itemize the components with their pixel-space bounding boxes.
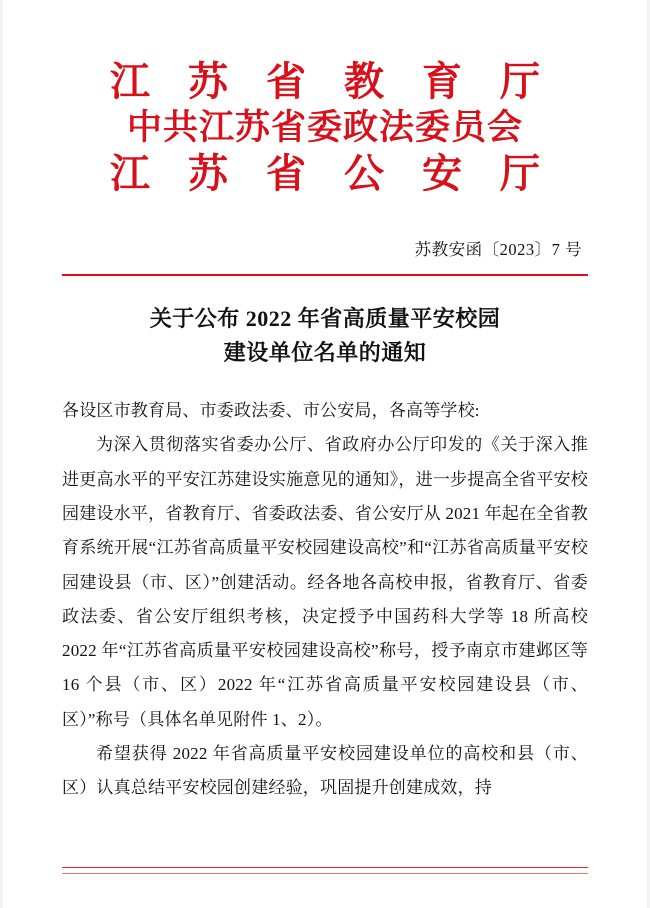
letterhead-line-1: 江 苏 省 教 育 厅 — [110, 59, 554, 104]
salutation: 各设区市教育局、市委政法委、市公安局，各高等学校: — [62, 400, 480, 420]
document-body — [62, 394, 588, 806]
letterhead-line-2: 中共江苏省委政法委员会 — [126, 108, 523, 148]
body-paragraph-2: 希望获得 2022 年省高质量平安校园建设单位的高校和县（市、区）认真总结平安校园创建经验，巩固提升创建成效，持 — [62, 744, 588, 798]
bottom-decoration — [62, 867, 588, 874]
red-divider-rule — [62, 274, 588, 276]
document-number: 苏教安函〔2023〕7 号 — [414, 239, 582, 259]
bottom-rule-primary — [62, 867, 588, 868]
page-title-line-1: 关于公布 2022 年省高质量平安校园 — [149, 305, 501, 331]
letterhead — [62, 0, 588, 198]
document-number-row — [62, 236, 588, 260]
page-edge-left — [0, 0, 3, 908]
bottom-rule-secondary — [62, 873, 588, 874]
page-title — [62, 302, 588, 370]
body-paragraph-1: 为深入贯彻落实省委办公厅、省政府办公厅印发的《关于深入推进更高水平的平安江苏建设实施意见的通知》，进一步提高全省平安校园建设水平，省教育厅、省委政法委、省公安厅从 2021 年起在全省教育系统开展“江苏省高质量平安校园建设高校”和“江苏省高质量平安校园建设县（市、区）”创建活动。经各地各高校申报，省教育厅、省委政法委、省公安厅组织考核，决定授予中国药科大学等 18 所高校 2022 年“江苏省高质量平安校园建设高校”称号，授予南京市建邺区等 16 个县（市、区）2022 年“江苏省高质量平安校园建设县（市、区）”称号（具体名单见附件 1、2）。 — [62, 435, 588, 729]
page-title-line-2: 建设单位名单的通知 — [223, 339, 427, 365]
letterhead-line-3: 江 苏 省 公 安 厅 — [110, 151, 554, 197]
